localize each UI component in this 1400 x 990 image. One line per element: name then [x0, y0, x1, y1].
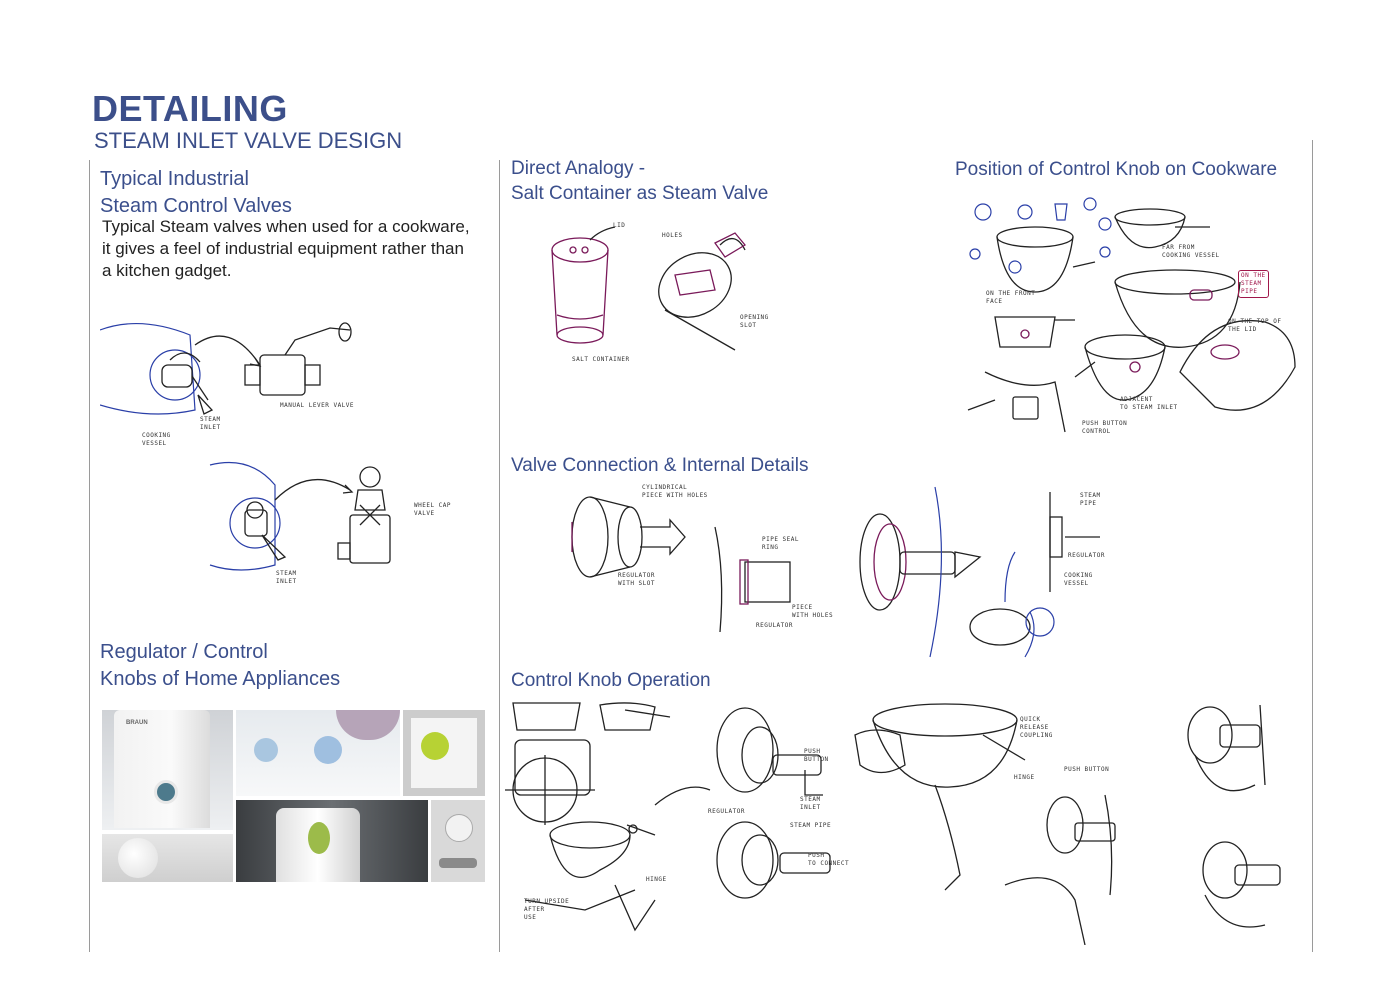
note-top-lid-a: ON THE TOP OF [1228, 318, 1282, 325]
knob-blue-3 [314, 736, 342, 764]
connection-heading: Valve Connection & Internal Details [511, 455, 809, 476]
note-opening-slot-a: OPENING [740, 314, 769, 321]
photo-braun-mixer [102, 710, 233, 830]
industrial-description-line2: it gives a feel of industrial equipment rather than [102, 239, 464, 258]
photo-button-panel [431, 800, 485, 882]
note-wheel-cap-valve [414, 502, 451, 518]
note-cooking-vessel-2-a: COOKING [1064, 572, 1093, 579]
note-hinge: HINGE [646, 876, 667, 883]
wheel-cap-valve-sketch [200, 455, 480, 585]
note-piece-holes-a: PIECE [792, 604, 813, 611]
knob-blue-2 [254, 738, 278, 762]
regulator-heading-line2: Knobs of Home Appliances [100, 668, 341, 690]
analogy-heading-line1: Direct Analogy - [511, 158, 646, 179]
note-push-b: CONTROL [1082, 428, 1111, 435]
knob-white [445, 814, 473, 842]
note-steam-inlet-1 [200, 416, 221, 432]
note-regulator-op: REGULATOR [708, 808, 746, 815]
note-cooking-vessel-1-b: VESSEL [142, 440, 167, 447]
note-adjacent-steam-inlet [1120, 396, 1178, 412]
note-far-a: FAR FROM [1162, 244, 1195, 251]
note-cooking-vessel-2-b: VESSEL [1064, 580, 1089, 587]
note-pipe-seal-ring [762, 536, 799, 552]
note-adjacent-b: TO STEAM INLET [1120, 404, 1178, 411]
note-steam-pipe-a: STEAM [1080, 492, 1101, 499]
note-turn-c: USE [524, 914, 537, 921]
divider-left [89, 160, 90, 952]
note-steam-inlet-1-a: STEAM [200, 416, 221, 423]
industrial-description-line1: Typical Steam valves when used for a cookware, [102, 217, 470, 236]
note-quick-c: COUPLING [1020, 732, 1053, 739]
page-subtitle: STEAM INLET VALVE DESIGN [94, 128, 403, 153]
note-cylindrical-piece [642, 484, 708, 500]
photo-green-dial [403, 710, 485, 796]
note-quick-release [1020, 716, 1053, 740]
note-cyl-a: CYLINDRICAL [642, 484, 688, 491]
industrial-heading-line2: Steam Control Valves [100, 195, 292, 217]
knob-green-2 [421, 732, 449, 760]
photo-food-processor [236, 710, 400, 796]
note-quick-b: RELEASE [1020, 724, 1049, 731]
note-wheel-cap-a: WHEEL CAP [414, 502, 452, 509]
note-piece-holes-b: WITH HOLES [792, 612, 834, 619]
note-top-of-lid [1228, 318, 1281, 334]
note-push-button-2: PUSH BUTTON [1064, 766, 1110, 773]
note-front-a: ON THE FRONT [986, 290, 1036, 297]
note-reg-slot-a: REGULATOR [618, 572, 656, 579]
note-steam-inlet-2-a: STEAM [276, 570, 297, 577]
note-front-b: FACE [986, 298, 1003, 305]
note-holes: HOLES [662, 232, 683, 239]
note-steam-inlet-1-b: INLET [200, 424, 221, 431]
note-regulator: REGULATOR [756, 622, 794, 629]
note-push-button [804, 748, 829, 764]
regulator-heading-line1: Regulator / Control [100, 641, 268, 663]
note-lid: LID [613, 222, 626, 229]
note-push-button-a: PUSH [804, 748, 821, 755]
note-on-front-face [986, 290, 1035, 306]
note-manual-lever-valve: MANUAL LEVER VALVE [280, 402, 355, 409]
note-cooking-vessel-2 [1064, 572, 1093, 588]
note-far-b: COOKING VESSEL [1162, 252, 1220, 259]
note-turn-a: TURN UPSIDE [524, 898, 570, 905]
note-pipe-seal-a: PIPE SEAL [762, 536, 800, 543]
note-steam-inlet-2 [276, 570, 297, 586]
note-steam-pipe-op: STEAM PIPE [790, 822, 832, 829]
note-steam-inlet-op [800, 796, 821, 812]
note-pipe-seal-b: RING [762, 544, 779, 551]
note-wheel-cap-b: VALVE [414, 510, 435, 517]
regulator-heading [100, 639, 340, 693]
note-turn-b: AFTER [524, 906, 545, 913]
note-push-button-control [1082, 420, 1127, 436]
note-push-connect-a: PUSH [808, 852, 825, 859]
photo-green-knob-appliance [236, 800, 428, 882]
note-steam-inlet-op-b: INLET [800, 804, 821, 811]
note-opening-slot-b: SLOT [740, 322, 757, 329]
industrial-description-line3: a kitchen gadget. [102, 261, 232, 280]
divider-right [1312, 140, 1313, 952]
knob-blue-1 [154, 780, 178, 804]
note-piece-with-holes [792, 604, 833, 620]
position-heading: Position of Control Knob on Cookware [955, 159, 1278, 180]
note-on-steam-pipe [1238, 270, 1269, 298]
note-adjacent-a: ADJACENT [1120, 396, 1153, 403]
note-push-button-b: BUTTON [804, 756, 829, 763]
note-regulator-2: REGULATOR [1068, 552, 1106, 559]
industrial-heading-line1: Typical Industrial [100, 168, 249, 190]
industrial-valves-heading [100, 166, 292, 220]
note-turn-upside [524, 898, 569, 922]
note-cooking-vessel-1 [142, 432, 171, 448]
note-steam-pipe-b: PIPE [1080, 500, 1097, 507]
note-steam-inlet-2-b: INLET [276, 578, 297, 585]
note-reg-slot-b: WITH SLOT [618, 580, 656, 587]
divider-middle [499, 160, 500, 952]
page-title: DETAILING [92, 88, 288, 129]
note-quick-a: QUICK [1020, 716, 1041, 723]
control-knob-operation-sketch [505, 695, 1295, 945]
note-hinge-2: HINGE [1014, 774, 1035, 781]
note-salt-container: SALT CONTAINER [572, 356, 630, 363]
note-steam-inlet-op-a: STEAM [800, 796, 821, 803]
analogy-heading-line2: Salt Container as Steam Valve [511, 183, 769, 204]
photo-dial-white [102, 834, 233, 882]
note-cooking-vessel-1-a: COOKING [142, 432, 171, 439]
note-on-pipe-c: PIPE [1241, 288, 1258, 295]
note-regulator-with-slot [618, 572, 655, 588]
note-push-to-connect [808, 852, 849, 868]
note-on-pipe-b: STEAM [1241, 280, 1262, 287]
operation-heading: Control Knob Operation [511, 670, 711, 691]
note-cyl-b: PIECE WITH HOLES [642, 492, 708, 499]
knob-green-1 [308, 822, 330, 854]
analogy-heading [511, 156, 768, 206]
note-steam-pipe [1080, 492, 1101, 508]
note-push-a: PUSH BUTTON [1082, 420, 1128, 427]
braun-logo: BRAUN [126, 720, 148, 726]
note-push-connect-b: TO CONNECT [808, 860, 850, 867]
lever-valve-sketch [100, 310, 460, 450]
note-on-pipe-a: ON THE [1241, 272, 1266, 279]
note-top-lid-b: THE LID [1228, 326, 1257, 333]
note-opening-slot [740, 314, 769, 330]
industrial-description [102, 216, 470, 282]
note-far-from-vessel [1162, 244, 1220, 260]
